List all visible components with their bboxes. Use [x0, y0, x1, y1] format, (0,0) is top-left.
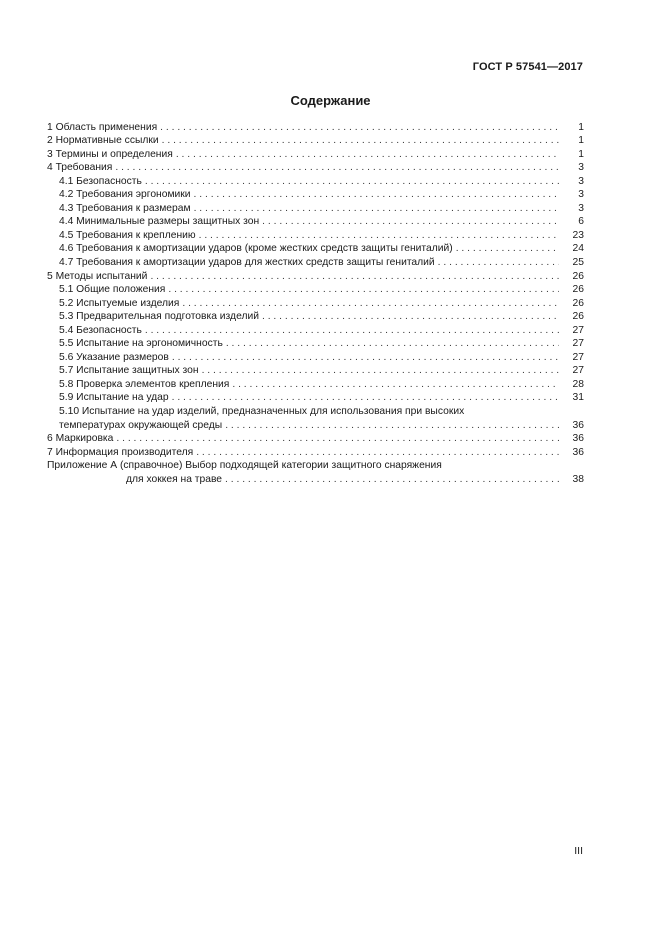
toc-title: Содержание — [290, 93, 371, 108]
toc-entry-continuation[interactable]: для хоккея на траве . . . 38 — [47, 472, 584, 486]
toc-entry[interactable]: 4.4 Минимальные размеры защитных зон . . . 6 — [47, 215, 584, 229]
document-code: ГОСТ Р 57541—2017 — [472, 61, 583, 73]
toc-entry[interactable]: 5.9 Испытание на удар . . . 31 — [47, 391, 584, 405]
page-number: III — [574, 845, 583, 857]
toc-entry[interactable]: 5.2 Испытуемые изделия . . . 26 — [47, 296, 584, 310]
toc-entry[interactable]: 5.4 Безопасность . . . 27 — [47, 323, 584, 337]
toc-entry[interactable]: 5.8 Проверка элементов крепления . . . 28 — [47, 377, 584, 391]
toc-entry[interactable]: 4.6 Требования к амортизации ударов (кроме жестких средств защиты гениталий) . . . 24 — [47, 242, 584, 256]
toc-entry[interactable]: 5.5 Испытание на эргономичность . . . 27 — [47, 337, 584, 351]
toc-entry[interactable]: 4.1 Безопасность . . . 3 — [47, 174, 584, 188]
toc-entry[interactable]: 2 Нормативные ссылки . . . 1 — [47, 134, 584, 148]
toc-entry[interactable]: 4.7 Требования к амортизации ударов для жестких средств защиты гениталий . . . 25 — [47, 255, 584, 269]
toc-entry[interactable]: 4.2 Требования эргономики . . . 3 — [47, 188, 584, 202]
table-of-contents — [47, 120, 584, 486]
toc-entry[interactable]: 5.10 Испытание на удар изделий, предназначенных для использования при высоких — [59, 406, 465, 418]
toc-entry[interactable]: 5.6 Указание размеров . . . 27 — [47, 350, 584, 364]
toc-entry[interactable]: 7 Информация производителя . . . 36 — [47, 445, 584, 459]
toc-entry[interactable]: 4.5 Требования к креплению . . . 23 — [47, 228, 584, 242]
toc-entry[interactable]: 5 Методы испытаний . . . 26 — [47, 269, 584, 283]
toc-entry[interactable]: 6 Маркировка . . . 36 — [47, 432, 584, 446]
toc-entry[interactable]: 5.3 Предварительная подготовка изделий . . . 26 — [47, 310, 584, 324]
toc-entry[interactable]: 5.1 Общие положения . . . 26 — [47, 283, 584, 297]
toc-entry[interactable]: 1 Область применения . . . 1 — [47, 120, 584, 134]
toc-entry-appendix[interactable]: Приложение А (справочное) Выбор подходящей категории защитного снаряжения — [47, 460, 442, 472]
toc-entry[interactable]: 4 Требования . . . 3 — [47, 161, 584, 175]
toc-entry[interactable]: 3 Термины и определения . . . 1 — [47, 147, 584, 161]
toc-entry-continuation[interactable]: температурах окружающей среды . . . 36 — [47, 418, 584, 432]
toc-entry[interactable]: 5.7 Испытание защитных зон . . . 27 — [47, 364, 584, 378]
toc-entry[interactable]: 4.3 Требования к размерам . . . 3 — [47, 201, 584, 215]
